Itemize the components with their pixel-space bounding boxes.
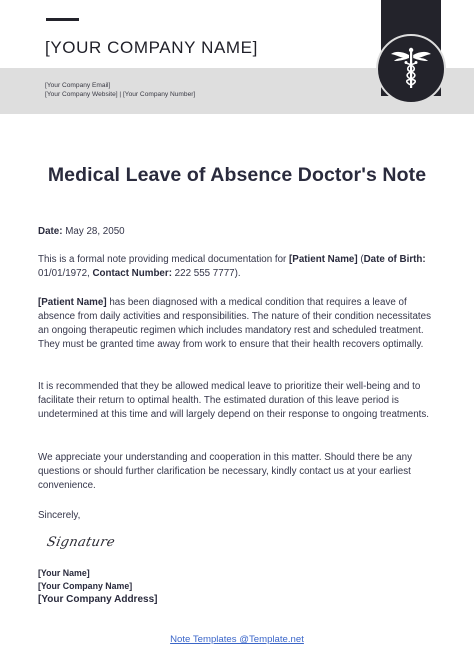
caduceus-icon	[378, 36, 444, 102]
intro-text: This is a formal note providing medical documentation for	[38, 254, 290, 265]
company-email: [Your Company Email]	[45, 82, 111, 89]
contact-label: Contact Number:	[92, 268, 172, 279]
diagnosis-paragraph	[38, 296, 438, 352]
dob-label: Date of Birth:	[363, 254, 426, 265]
dob-value: 01/01/1972,	[38, 268, 93, 279]
appreciation-paragraph: We appreciate your understanding and cooperation in this matter. Should there be any questions or should further clarification be necessary, kindly contact us at your earliest convenience.	[38, 452, 412, 491]
date-label: Date:	[38, 226, 63, 237]
document-title: Medical Leave of Absence Doctor's Note	[47, 164, 427, 186]
signer-company: [Your Company Name]	[38, 581, 133, 591]
closing-line: Sincerely,	[38, 510, 81, 521]
company-name: [YOUR COMPANY NAME]	[45, 38, 258, 57]
footer-link[interactable]: Note Templates @Template.net	[170, 634, 304, 645]
intro-paragraph	[38, 253, 438, 281]
patient-name-placeholder: [Patient Name]	[289, 254, 358, 265]
signature: Signature	[45, 535, 117, 550]
medical-emblem	[376, 34, 446, 104]
diagnosis-text: has been diagnosed with a medical condition that requires a leave of absence from daily activities and responsibilities. The nature of their condition necessitates an ongoing therapeutic regimen which includes mandatory rest and scheduled treatment. They must be granted time away from work to ensure that their health recovers optimally.	[38, 297, 431, 350]
date-value: May 28, 2050	[62, 226, 125, 237]
intro-paren: (	[357, 254, 364, 265]
signature-block	[38, 567, 157, 606]
contact-value: 222 555 7777).	[171, 268, 241, 279]
signer-address: [Your Company Address]	[38, 594, 158, 605]
recommendation-paragraph: It is recommended that they be allowed medical leave to prioritize their well-being and to facilitate their return to optimal health. The estimated duration of this leave period is undetermined at this time and will largely depend on their response to ongoing treatments.	[38, 381, 430, 420]
date-line	[38, 225, 438, 239]
signer-name: [Your Name]	[38, 568, 90, 578]
company-contact-lines	[45, 81, 195, 99]
patient-name-placeholder: [Patient Name]	[38, 297, 107, 308]
company-website-number: [Your Company Website] | [Your Company Number]	[45, 91, 196, 98]
header-accent-line	[46, 18, 79, 21]
